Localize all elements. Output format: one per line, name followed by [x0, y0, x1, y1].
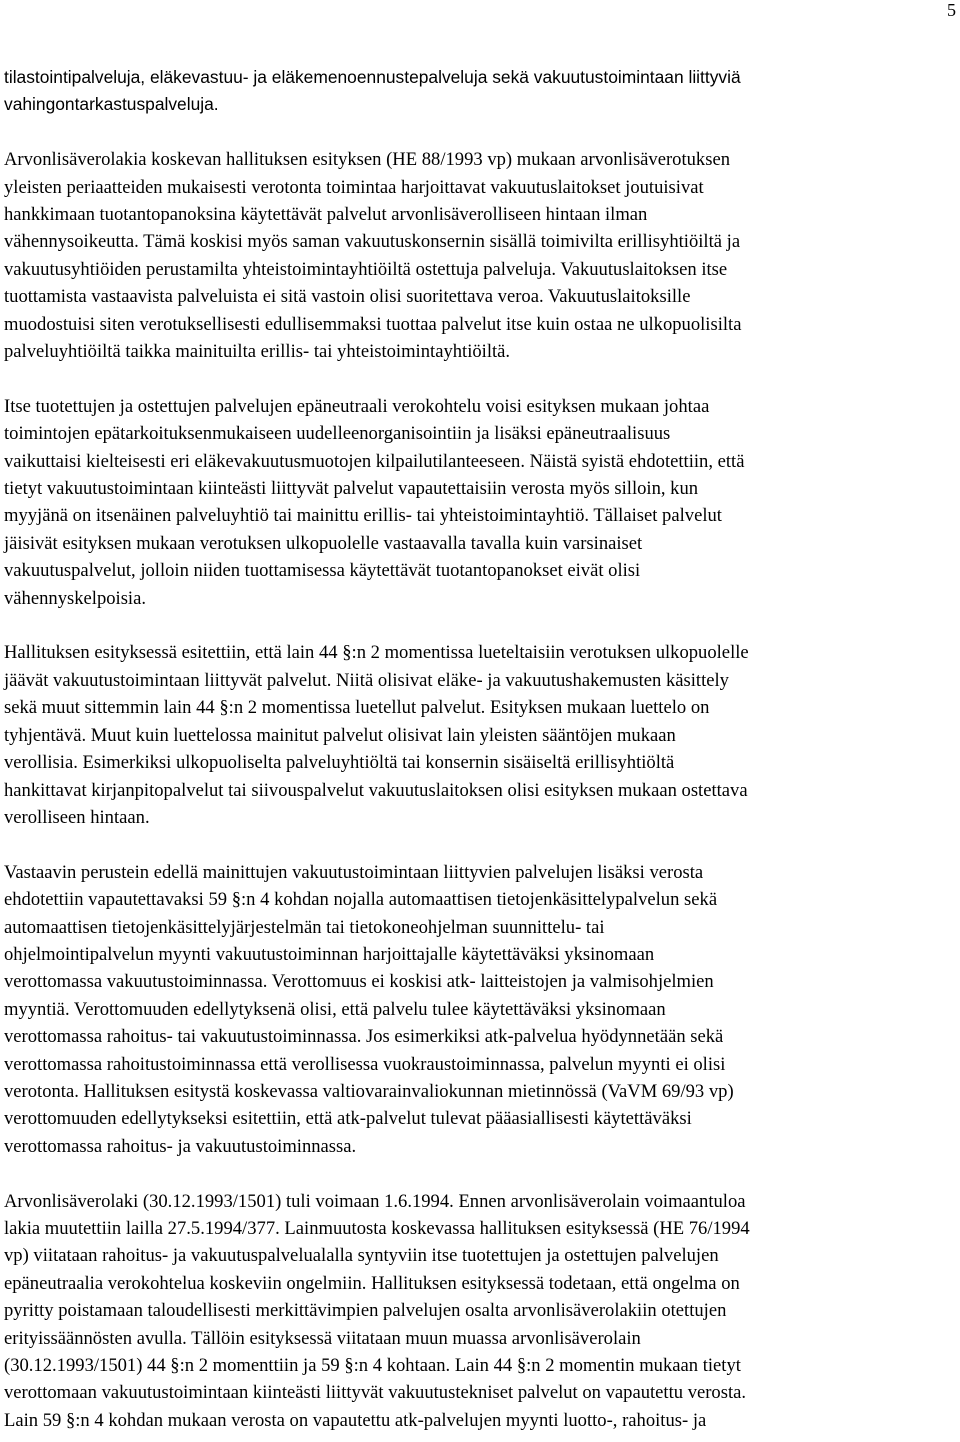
- text-line: jäävät vakuutustoimintaan liittyvät palvelut. Niitä olisivat eläke- ja vakuutushakemusten käsittely: [4, 669, 729, 691]
- paragraph: [4, 639, 958, 831]
- text-line: epäneutraalia verokohtelua koskeviin ongelmiin. Hallituksen esityksessä todetaan, että ongelma on: [4, 1272, 740, 1294]
- paragraph: [4, 146, 958, 365]
- text-line: verottomuuden edellytykseksi esitettiin, että atk-palvelut tulevat pääasiallisesti käytettäväksi: [4, 1108, 692, 1130]
- text-line: jäisivät esityksen mukaan verotuksen ulkopuolelle vastaavalla tavalla kuin varsinaiset: [4, 532, 643, 554]
- text-line: myyntiä. Verottomuuden edellytyksenä olisi, että palvelu tulee käytettäväksi yksinomaan: [4, 998, 666, 1020]
- text-line: lakia muutettiin lailla 27.5.1994/377. Lainmuutosta koskevassa hallituksen esityksessä (HE 76/1994: [4, 1217, 750, 1239]
- text-line: toimintojen epätarkoituksenmukaiseen uudelleenorganisointiin ja lisäksi epäneutraalisuus: [4, 423, 671, 445]
- text-line: vakuutusyhtiöiden perustamilta yhteistoimintayhtiöiltä ostettuja palveluja. Vakuutuslaitoksen itse: [4, 258, 728, 280]
- text-line: vahingontarkastuspalveluja.: [4, 94, 219, 115]
- text-line: Vastaavin perustein edellä mainittujen vakuutustoimintaan liittyvien palvelujen lisäksi verosta: [4, 861, 704, 883]
- text-line: myyjänä on itsenäinen palveluyhtiö tai mainittu erillis- tai yhteistoimintayhtiö. Tällaiset palvelut: [4, 505, 722, 527]
- text-line: verottomassa rahoitus- tai vakuutustoiminnassa. Jos esimerkiksi atk-palvelua hyödynnetään sekä: [4, 1026, 724, 1048]
- text-line: hankkimaan tuotantopanoksina käytettävät palvelut arvonlisäverolliseen hintaan ilman: [4, 204, 648, 226]
- text-line: Hallituksen esityksessä esitettiin, että lain 44 §:n 2 momentissa lueteltaisiin verotuksen ulkopuolelle: [4, 642, 749, 664]
- text-line: vakuutuspalvelut, jolloin niiden tuottamisessa käytettävät tuotantopanokset eivät olisi: [4, 560, 641, 582]
- text-line: ohjelmointipalvelun myynti vakuutustoiminnan harjoittajalle käytettäväksi yksinomaan: [4, 943, 655, 965]
- text-line: verolliseen hintaan.: [4, 806, 150, 828]
- text-line: verottomaan vakuutustoimintaan kiinteästi liittyvät vakuutustekniset palvelut on vapautettu verosta.: [4, 1382, 747, 1404]
- text-line: yleisten periaatteiden mukaisesti verotonta toimintaa harjoittavat vakuutuslaitokset joutuisivat: [4, 176, 704, 198]
- text-line: verottomassa vakuutustoiminnassa. Verottomuus ei koskisi atk- laitteistojen ja valmisohjelmien: [4, 971, 714, 993]
- text-line: tuottamista vastaavista palveluista ei sitä vastoin olisi suoritettava veroa. Vakuutuslaitoksille: [4, 286, 691, 308]
- text-line: automaattisen tietojenkäsittelyjärjestelmän tai tietokoneohjelman suunnittelu- tai: [4, 916, 605, 938]
- text-line: verollisia. Esimerkiksi ulkopuoliselta palveluyhtiöltä tai konsernin sisäiseltä erillisyhtiöltä: [4, 752, 675, 774]
- text-line: vaikuttaisi kielteisesti eri eläkevakuutusmuotojen kilpailutilanteeseen. Näistä syistä ehdotettiin, että: [4, 450, 745, 472]
- text-line: vähennysoikeutta. Tämä koskisi myös saman vakuutuskonsernin sisällä toimivilta erillisyhtiöiltä ja: [4, 231, 741, 253]
- text-line: verotonta. Hallituksen esitystä koskevassa valtiovarainvaliokunnan mietinnössä (VaVM 69/93 vp): [4, 1080, 734, 1102]
- text-line: pyritty poistamaan taloudellisesti merkittävimpien palvelujen osalta arvonlisäverolakiin otettujen: [4, 1300, 727, 1322]
- text-line: sekä muut sittemmin lain 44 §:n 2 momentissa luetellut palvelut. Esityksen mukaan luettelo on: [4, 697, 710, 719]
- text-line: tietyt vakuutustoimintaan kiinteästi liittyvät palvelut vapautettaisiin verosta myös silloin, kun: [4, 478, 699, 500]
- text-line: (30.12.1993/1501) 44 §:n 2 momenttiin ja 59 §:n 4 kohtaan. Lain 44 §:n 2 momentin mukaan tietyt: [4, 1355, 741, 1377]
- text-line: tilastointipalveluja, eläkevastuu- ja eläkemenoennustepalveluja sekä vakuutustoimintaan liittyviä: [4, 67, 741, 87]
- text-line: tyhjentävä. Muut kuin luettelossa mainitut palvelut olisivat lain yleisten sääntöjen mukaan: [4, 724, 676, 746]
- paragraph: [4, 1188, 958, 1435]
- page-number: 5: [947, 0, 956, 20]
- paragraph: [4, 393, 958, 612]
- text-line: ehdotettiin vapautettavaksi 59 §:n 4 kohdan nojalla automaattisen tietojenkäsittelypalvelun sekä: [4, 889, 718, 911]
- text-line: verottomassa rahoitustoiminnassa että verollisessa vuokraustoiminnassa, palvelun myynti ei olisi: [4, 1053, 726, 1075]
- paragraph: [4, 64, 958, 119]
- document-body: [4, 64, 958, 1434]
- text-line: Arvonlisäverolakia koskevan hallituksen esityksen (HE 88/1993 vp) mukaan arvonlisäverotuksen: [4, 149, 731, 171]
- text-line: Lain 59 §:n 4 kohdan mukaan verosta on vapautettu atk-palvelujen myynti luotto-, rahoitus- ja: [4, 1409, 707, 1431]
- text-line: palveluyhtiöiltä taikka mainituilta erillis- tai yhteistoimintayhtiöiltä.: [4, 341, 511, 363]
- text-line: muodostuisi siten verotuksellisesti edullisemmaksi tuottaa palvelut itse kuin ostaa ne ulkopuolisilta: [4, 313, 742, 335]
- text-line: verottomassa rahoitus- ja vakuutustoiminnassa.: [4, 1135, 357, 1157]
- text-line: vähennyskelpoisia.: [4, 587, 147, 609]
- text-line: Itse tuotettujen ja ostettujen palvelujen epäneutraali verokohtelu voisi esityksen mukaan johtaa: [4, 395, 710, 417]
- text-line: vp) viitataan rahoitus- ja vakuutuspalvelualalla syntyviin itse tuotettujen ja ostettujen palvelujen: [4, 1245, 719, 1267]
- text-line: erityissäännösten avulla. Tällöin esityksessä viitataan muun muassa arvonlisäverolain: [4, 1327, 641, 1349]
- text-line: hankittavat kirjanpitopalvelut tai siivouspalvelut vakuutuslaitoksen olisi esityksen mukaan ostettava: [4, 779, 748, 801]
- paragraph: [4, 859, 958, 1160]
- text-line: Arvonlisäverolaki (30.12.1993/1501) tuli voimaan 1.6.1994. Ennen arvonlisäverolain voimaantuloa: [4, 1190, 746, 1212]
